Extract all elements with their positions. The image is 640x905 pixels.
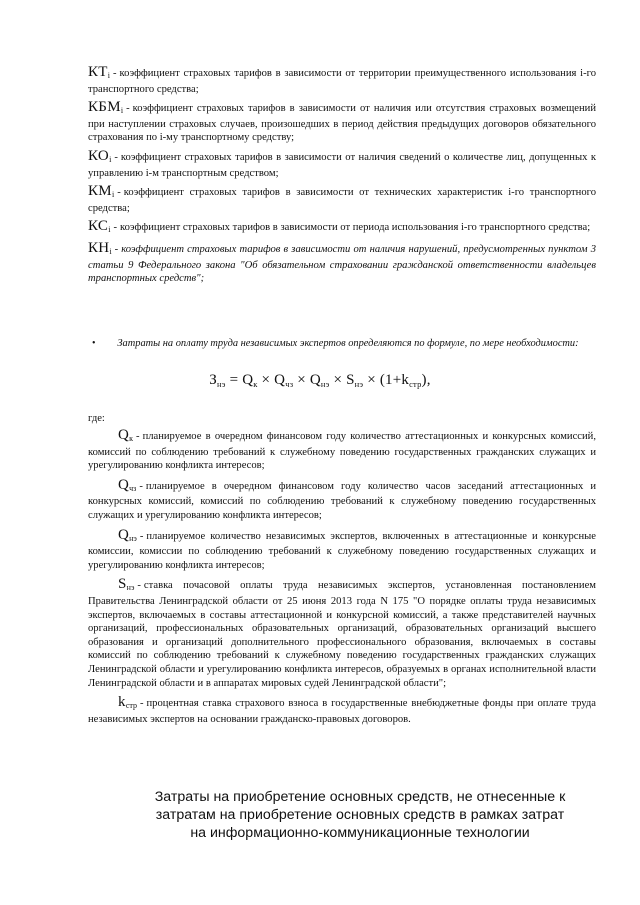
coef-km: $КМ_i$ - коэффициент страховых тарифов в зависимости от технических характеристик i-го транспортного средства; — [88, 183, 596, 214]
section-heading: Затраты на приобретение основных средств, не отнесенные к затратам на приобретение основных средств в рамках затрат на информационно-коммуникационные технологии — [154, 789, 566, 842]
var-sne: $S_{нэ}$ - ставка почасовой оплаты труда независимых экспертов, установленная постановлением Правительства Ленинградской области от 25 июня 2013 года N 175 "О порядке оплаты труда независимых экспертов, включаемых в составы аттестационной и конкурсной комиссий, а также представителей научных организаций, профессиональных образовательных организаций, образовательных организаций высшего образования и организаций дополнительного профессионального образования, включаемых в составы комиссий по соблюдению требований к служебному поведению государственных гражданских служащих Ленинградской области и урегулированию конфликта интересов, образуемых в органах исполнительной власти Ленинградской области и в аппаратах мировых судей Ленинградской области"; — [88, 576, 596, 689]
coef-kt: $КТ_i$ - коэффициент страховых тарифов в зависимости от территории преимущественного использования i-го транспортного средства; — [88, 64, 596, 95]
coefficient-list — [88, 66, 596, 286]
var-qne: $Q_{нэ}$ - планируемое количество независимых экспертов, включенных в аттестационные и конкурсные комиссии, комиссии по соблюдению требований к служебному поведению государственных служащих и урегулированию конфликта интересов; — [88, 526, 596, 571]
var-qchz: $Q_{чз}$ - планируемое в очередном финансовом году количество часов заседаний аттестационных и конкурсных комиссий, комиссий по соблюдению требований к служебному поведению государственных служащих и урегулированию конфликта интересов; — [88, 476, 596, 521]
var-qk: $Q_к$ - планируемое в очередном финансовом году количество аттестационных и конкурсных комиссий, комиссий по соблюдению требований к служебному поведению государственных гражданских служащих и урегулированию конфликта интересов; — [88, 427, 596, 472]
formula: $З_{нэ} = Q_к \times Q_{чз} \times Q_{нэ} \times S_{нэ} \times (1+k_{стр})$, — [209, 372, 431, 389]
bullet-text: Затраты на оплату труда независимых экспертов определяются по формуле, по мере необходимости: — [117, 338, 579, 349]
coef-kbm: $КБМ_i$ - коэффициент страховых тарифов в зависимости от наличия или отсутствия страховых возмещений при наступлении страховых случаев, произошедших в период действия предыдущих договоров обязательного страхования по i-му транспортному средству; — [88, 99, 596, 144]
coef-ks: $КС_i$ - коэффициент страховых тарифов в зависимости от периода использования i-го транспортного средства; — [88, 218, 591, 235]
where-label: где: — [88, 413, 105, 424]
variable-list — [88, 429, 596, 726]
coef-kn: $КН_i$ - коэффициент страховых тарифов в зависимости от наличия нарушений, предусмотренных пунктом 3 статьи 9 Федерального закона "Об обязательном страховании гражданской ответственности владельцев транспортных средств"; — [88, 239, 596, 285]
var-kstr: $k_{стр}$ - процентная ставка страхового взноса в государственные внебюджетные фонды при оплате труда независимых экспертов на основании гражданско-правовых договоров. — [88, 694, 596, 725]
bullet-icon: • — [92, 338, 96, 349]
coef-ko: $КО_i$ - коэффициент страховых тарифов в зависимости от наличия сведений о количестве лиц, допущенных к управлению i-м транспортным средством; — [88, 147, 596, 179]
expert-costs-bullet — [92, 337, 596, 351]
